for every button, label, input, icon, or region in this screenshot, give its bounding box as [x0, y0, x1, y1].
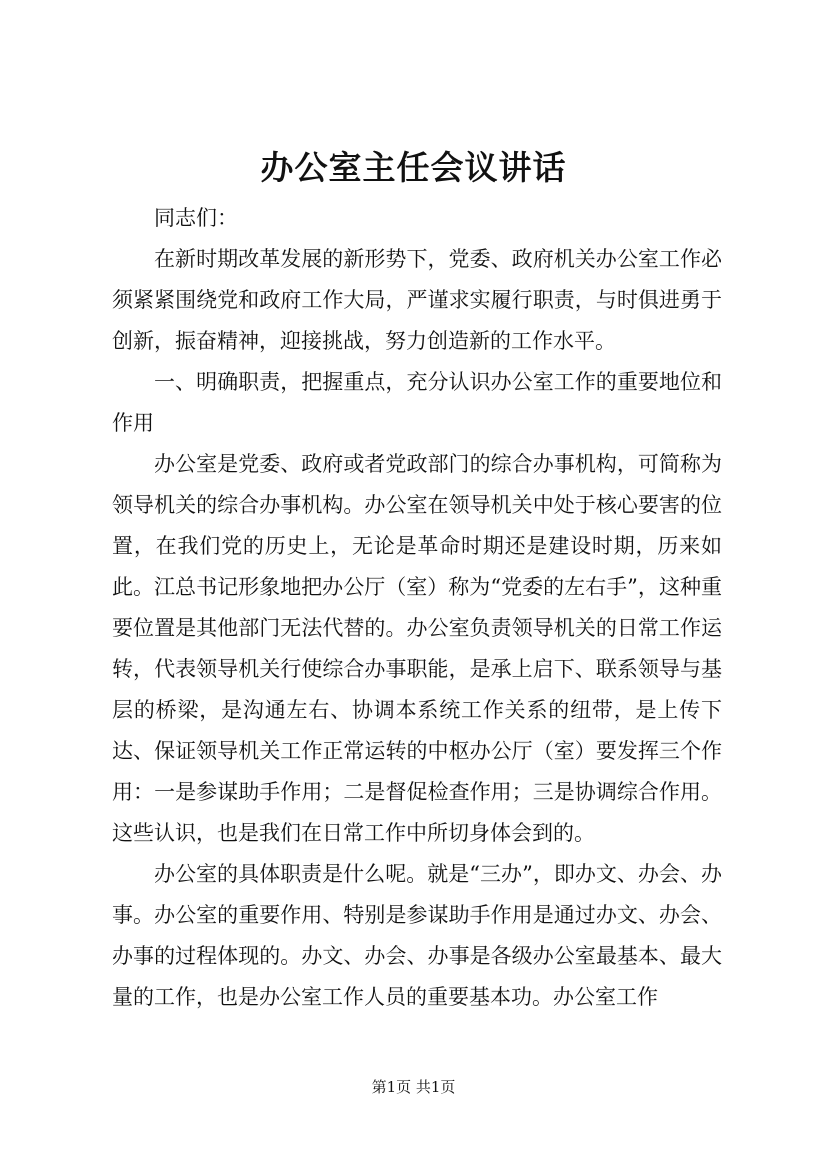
paragraph: 在新时期改革发展的新形势下，党委、政府机关办公室工作必须紧紧围绕党和政府工作大局，严谨求实履行职责，与时俱进勇于创新，振奋精神，迎接挑战，努力创造新的工作水平。 — [112, 247, 722, 353]
page-footer: 第1页 共1页 — [371, 1078, 456, 1096]
document-title: 办公室主任会议讲话 — [260, 148, 567, 187]
greeting: 同志们： — [154, 206, 238, 230]
paragraph: 办公室是党委、政府或者党政部门的综合办事机构，可简称为领导机关的综合办事机构。办公室在领导机关中处于核心要害的位置，在我们党的历史上，无论是革命时期还是建设时期，历来如此。江总书记形象地把办公厅（室）称为“党委的左右手”，这种重要位置是其他部门无法代替的。办公室负责领导机关的日常工作运转，代表领导机关行使综合办事职能，是承上启下、联系领导与基层的桥梁，是沟通左右、协调本系统工作关系的纽带，是上传下达、保证领导机关工作正常运转的中枢办公厅（室）要发挥三个作用：一是参谋助手作用；二是督促检查作用；三是协调综合作用。这些认识，也是我们在日常工作中所切身体会到的。 — [112, 452, 722, 845]
paragraph: 办公室的具体职责是什么呢。就是“三办”，即办文、办会、办事。办公室的重要作用、特别是参谋助手作用是通过办文、办会、办事的过程体现的。办文、办会、办事是各级办公室最基本、最大量的工作，也是办公室工作人员的重要基本功。办公室工作 — [112, 862, 722, 1009]
document-body — [112, 198, 722, 1018]
section-heading: 一、明确职责，把握重点，充分认识办公室工作的重要地位和作用 — [112, 370, 722, 435]
